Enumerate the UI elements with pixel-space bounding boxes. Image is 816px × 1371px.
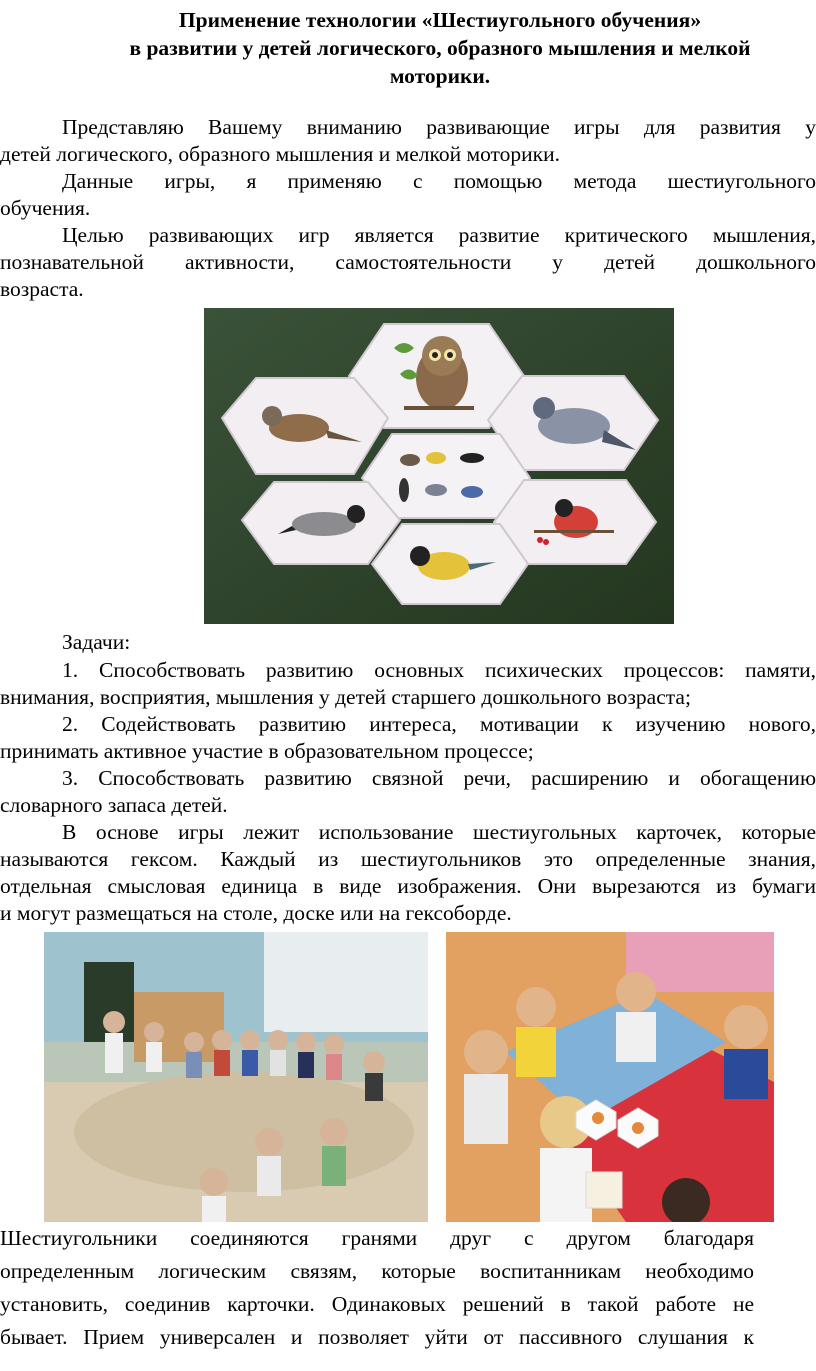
body-line: называются гексом. Каждый из шестиугольников это определенные знания, [0,847,816,871]
closing-line: определенным логическим связям, которые воспитанникам необходимо [0,1259,754,1283]
task-line: 2. Содействовать развитию интереса, мотивации к изучению нового, [62,712,816,736]
intro-line: Представляю Вашему вниманию развивающие игры для развития у [62,115,816,139]
classroom-group-photo [44,932,428,1222]
table-illustration [446,932,774,1222]
closing-paragraph [0,1222,816,1354]
intro-line: познавательной активности, самостоятельности у детей дошкольного [0,250,816,274]
intro-line: обучения. [0,196,91,220]
title-line-1: Применение технологии «Шестиугольного обучения» [178,8,702,32]
table-activity-photo [446,932,774,1222]
body-line: В основе игры лежит использование шестиугольных карточек, которые [62,820,816,844]
intro-line: возраста. [0,277,84,301]
title-line-3: моторики. [389,64,491,88]
intro-line: Целью развивающих игр является развитие критического мышления, [62,223,816,247]
task-line: словарного запаса детей. [0,793,228,817]
task-line: 3. Способствовать развитию связной речи, расширению и обогащению [62,766,816,790]
intro-line: Данные игры, я применяю с помощью метода шестиугольного [62,169,816,193]
intro-text [0,114,816,303]
intro-line: детей логического, образного мышления и мелкой моторики. [0,142,560,166]
document-title [60,6,816,90]
closing-line: установить, соединив карточки. Одинаковых решений в такой работе не [0,1292,754,1316]
tasks-heading: Задачи: [62,630,131,654]
closing-line: бывает. Прием универсален и позволяет уйти от пассивного слушания к [0,1325,754,1349]
task-line: внимания, восприятия, мышления у детей старшего дошкольного возраста; [0,685,691,709]
title-line-2: в развитии у детей логического, образного мышления и мелкой [129,36,751,60]
task-line: принимать активное участие в образовательном процессе; [0,739,534,763]
hexagon-birds-photo [204,308,674,624]
closing-line: Шестиугольники соединяются гранями друг с другом благодаря [0,1226,754,1250]
classroom-illustration [44,932,428,1222]
hexagon-cards-illustration [204,308,674,624]
tasks-section [0,627,816,927]
body-line: отдельная смысловая единица в виде изображения. Они вырезаются из бумаги [0,874,816,898]
body-line: и могут размещаться на столе, доске или на гексоборде. [0,901,512,925]
task-line: 1. Способствовать развитию основных психических процессов: памяти, [62,658,816,682]
